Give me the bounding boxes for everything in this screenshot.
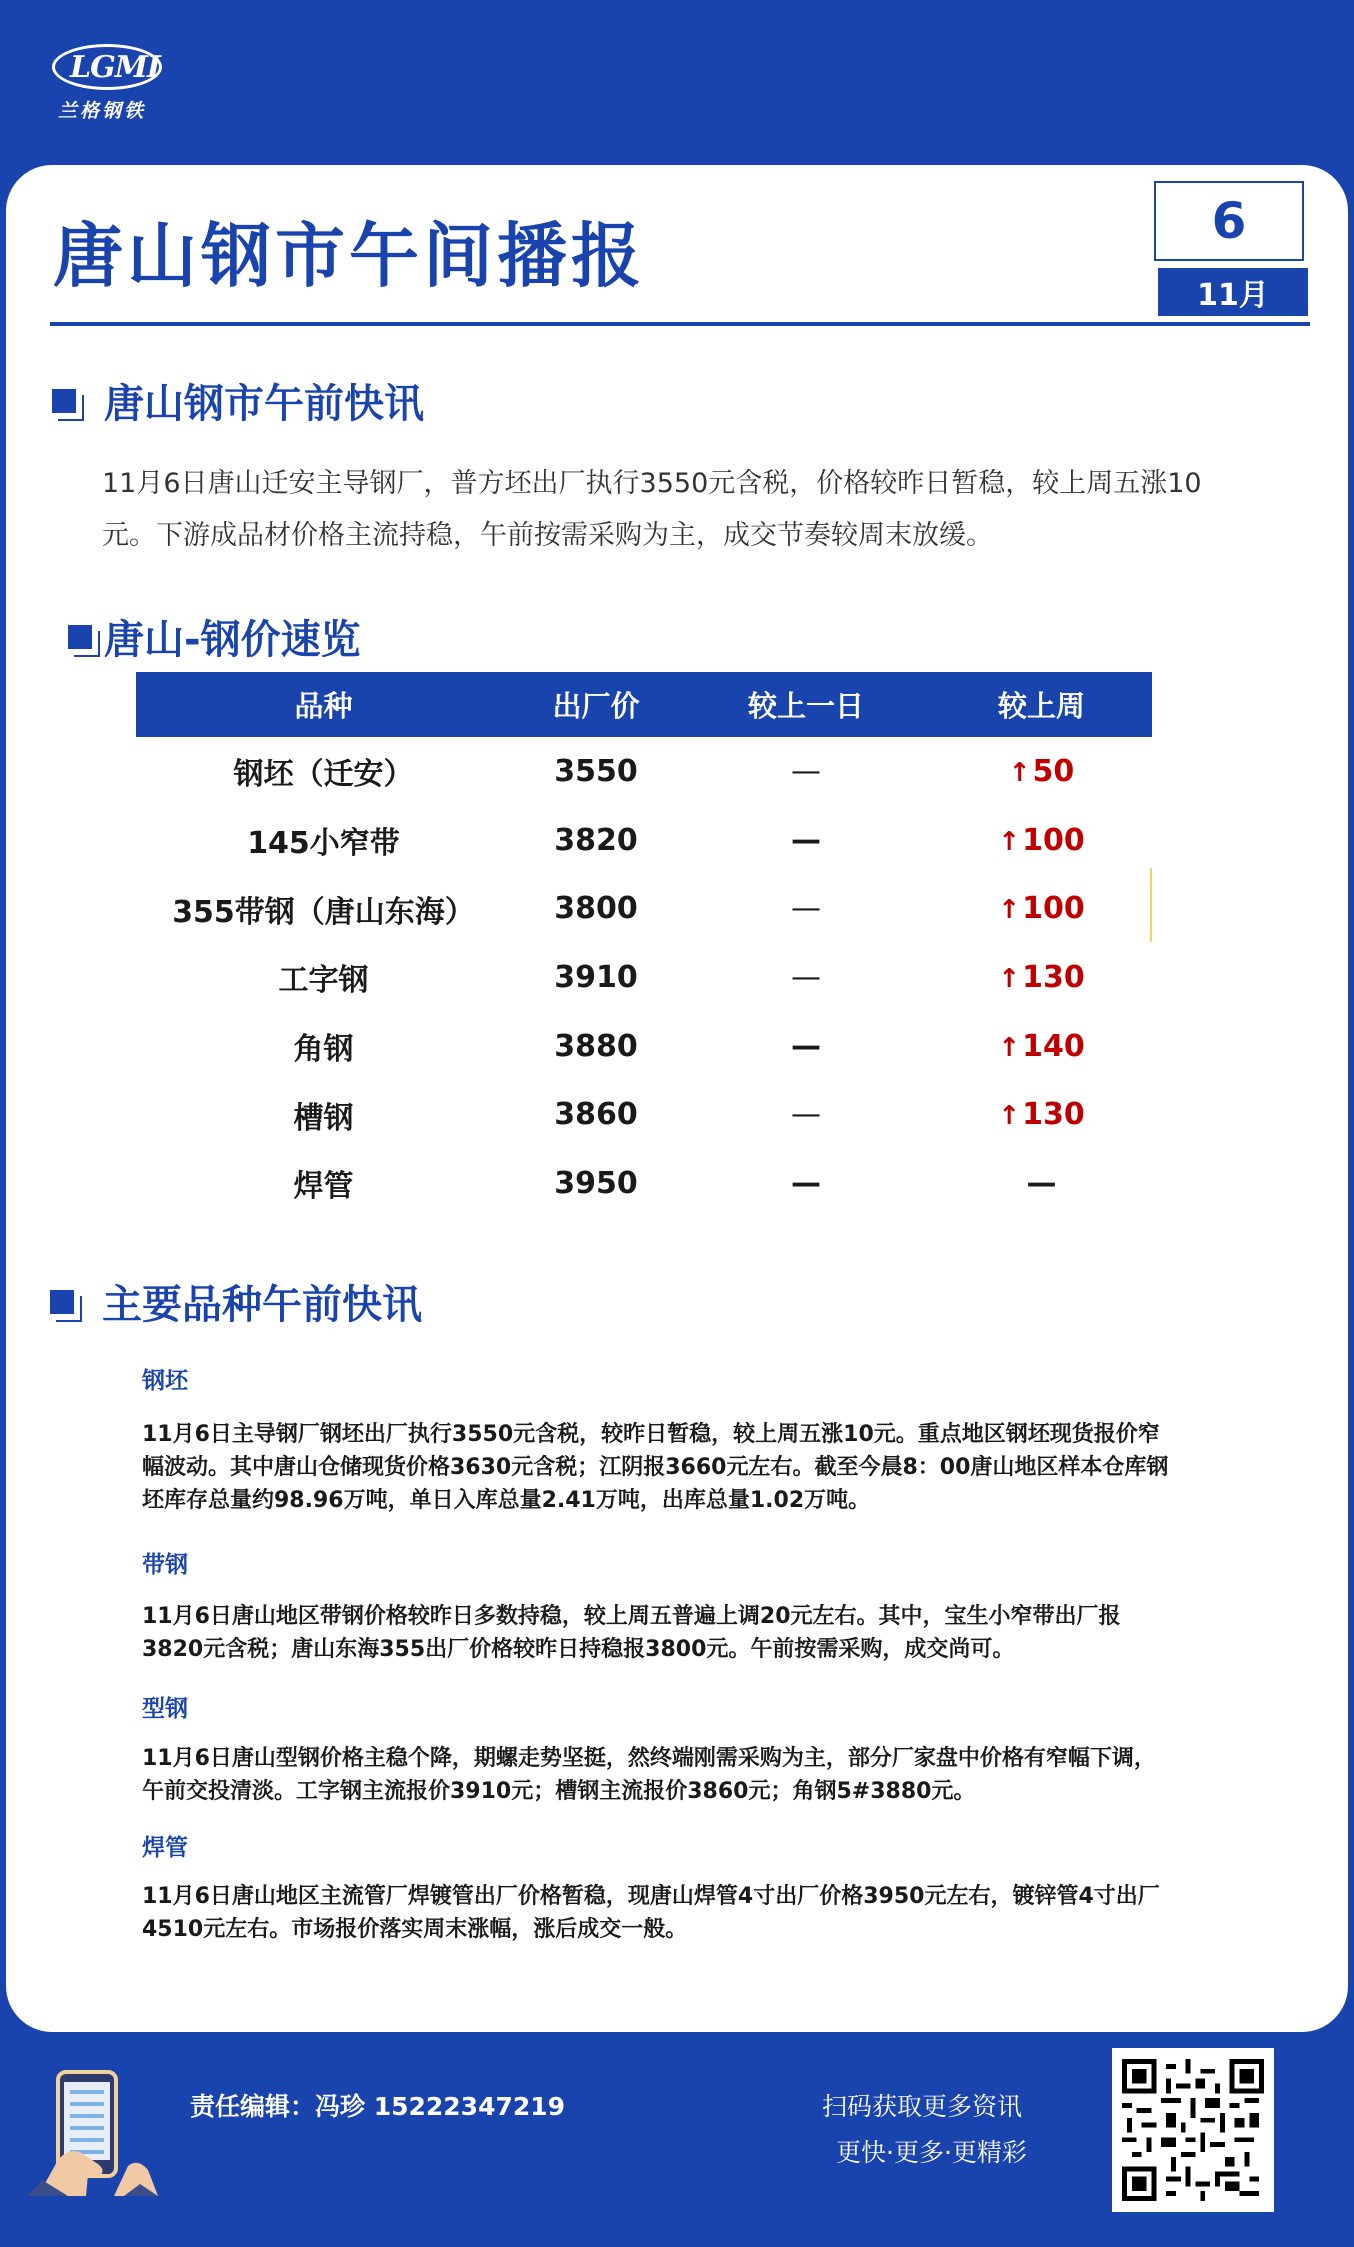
cell-price: 3880 (554, 1028, 638, 1064)
square-bullet-icon (50, 1290, 74, 1314)
section-heading-morning-news (52, 372, 424, 429)
paragraph-welded-pipe: 11月6日唐山地区主流管厂焊镀管出厂价格暂稳，现唐山焊管4寸出厂价格3950元左右，镀锌管4寸出厂4510元左右。市场报价落实周末涨幅，涨后成交一般。 (142, 1884, 1160, 1942)
cell-week-change (931, 806, 1152, 875)
logo-mark: LGMI (70, 50, 160, 85)
cell-week-change (931, 943, 1152, 1012)
cell-price: 3820 (554, 822, 638, 858)
up-arrow-icon: ↑ (998, 963, 1021, 994)
date-day: 6 (1154, 181, 1304, 261)
footer-scan-text: 扫码获取更多资讯 (822, 2092, 1023, 2121)
table-row (136, 806, 1152, 875)
col-header-price: 出厂价 (511, 672, 681, 737)
cell-day-change: — (791, 1028, 821, 1064)
week-change-value: 100 (1022, 822, 1085, 858)
section-heading-price-overview (68, 608, 361, 665)
logo-text: 兰格钢铁 (58, 100, 147, 122)
table-row (136, 943, 1152, 1012)
up-arrow-icon: ↑ (998, 1032, 1021, 1063)
table-row (136, 1012, 1152, 1081)
title-divider (50, 322, 1310, 326)
cell-day-change: — (791, 891, 821, 927)
cell-price: 3910 (554, 959, 638, 995)
cell-day-change: — (791, 1097, 821, 1133)
section-heading-text: 唐山钢市午前快讯 (104, 381, 424, 427)
morning-news-paragraph: 11月6日唐山迁安主导钢厂，普方坯出厂执行3550元含税，价格较昨日暂稳，较上周五涨10元。下游成品材价格主流持稳，午前按需采购为主，成交节奏较周末放缓。 (102, 468, 1202, 551)
section-heading-text: 唐山-钢价速览 (104, 617, 361, 663)
cell-variety: 145小窄带 (247, 826, 400, 862)
price-table (136, 672, 1152, 1218)
subheading-welded-pipe: 焊管 (142, 1835, 188, 1861)
week-change-value: 130 (1022, 1097, 1085, 1133)
up-arrow-icon: ↑ (998, 1101, 1021, 1132)
cell-price: 3800 (554, 891, 638, 927)
week-change-value: 130 (1022, 959, 1085, 995)
week-change-value: 140 (1022, 1028, 1085, 1064)
cell-day-change: — (791, 1165, 821, 1201)
page-title: 唐山钢市午间播报 (53, 215, 645, 297)
section-heading-variety-news (50, 1273, 422, 1330)
square-bullet-icon (68, 625, 92, 649)
subheading-section-steel: 型钢 (142, 1696, 188, 1722)
lange-steel-logo (52, 44, 162, 122)
cell-week-change (931, 874, 1152, 943)
cell-variety: 角钢 (293, 1032, 354, 1068)
cell-variety: 钢坯（迁安） (233, 757, 414, 793)
table-row (136, 1149, 1152, 1218)
phone-hand-icon (28, 2060, 158, 2200)
col-header-vs-yesterday: 较上一日 (681, 672, 931, 737)
up-arrow-icon: ↑ (1008, 757, 1031, 788)
up-arrow-icon: ↑ (998, 895, 1021, 926)
col-header-vs-last-week: 较上周 (931, 672, 1152, 737)
cell-variety: 355带钢（唐山东海） (172, 894, 475, 930)
qr-code[interactable] (1112, 2048, 1274, 2212)
cell-week-change (931, 1080, 1152, 1149)
col-header-variety: 品种 (136, 672, 511, 737)
table-accent-line (1150, 868, 1152, 942)
cell-week-change: — (1026, 1165, 1057, 1201)
cell-variety: 槽钢 (293, 1100, 354, 1136)
footer-slogan: 更快·更多·更精彩 (836, 2138, 1027, 2167)
up-arrow-icon: ↑ (998, 826, 1021, 857)
table-row (136, 737, 1152, 806)
footer-editor: 责任编辑：冯珍 15222347219 (190, 2092, 566, 2121)
cell-price: 3550 (554, 753, 638, 789)
cell-week-change (931, 737, 1152, 806)
section-heading-text: 主要品种午前快讯 (102, 1282, 422, 1328)
week-change-value: 50 (1032, 753, 1075, 789)
subheading-strip: 带钢 (142, 1552, 188, 1578)
paragraph-strip: 11月6日唐山地区带钢价格较昨日多数持稳，较上周五普遍上调20元左右。其中，宝生小窄带出厂报3820元含税；唐山东海355出厂价格较昨日持稳报3800元。午前按需采购，成交尚可。 (142, 1604, 1121, 1662)
cell-day-change: — (791, 959, 821, 995)
cell-week-change (931, 1012, 1152, 1081)
table-row (136, 874, 1152, 943)
cell-variety: 工字钢 (278, 963, 369, 999)
cell-price: 3860 (554, 1097, 638, 1133)
subheading-billet: 钢坯 (142, 1368, 188, 1394)
cell-variety: 焊管 (293, 1169, 354, 1205)
cell-day-change: — (791, 822, 821, 858)
cell-price: 3950 (554, 1165, 638, 1201)
week-change-value: 100 (1022, 891, 1085, 927)
table-row (136, 1080, 1152, 1149)
paragraph-section-steel: 11月6日唐山型钢价格主稳个降，期螺走势坚挺，然终端刚需采购为主，部分厂家盘中价格有窄幅下调，午前交投清淡。工字钢主流报价3910元；槽钢主流报价3860元；角钢5#3880元。 (142, 1746, 1156, 1804)
date-month: 11月 (1158, 268, 1308, 316)
table-header-row (136, 672, 1152, 737)
square-bullet-icon (52, 389, 76, 413)
cell-day-change: — (791, 753, 821, 789)
paragraph-billet: 11月6日主导钢厂钢坯出厂执行3550元含税，较昨日暂稳，较上周五涨10元。重点地区钢坯现货报价窄幅波动。其中唐山仓储现货价格3630元含税；江阴报3660元左右。截至今晨8：00唐山地区样本仓库钢坯库存总量约98.96万吨，单日入库总量2.41万吨，出库总量1.02万吨。 (142, 1422, 1169, 1513)
